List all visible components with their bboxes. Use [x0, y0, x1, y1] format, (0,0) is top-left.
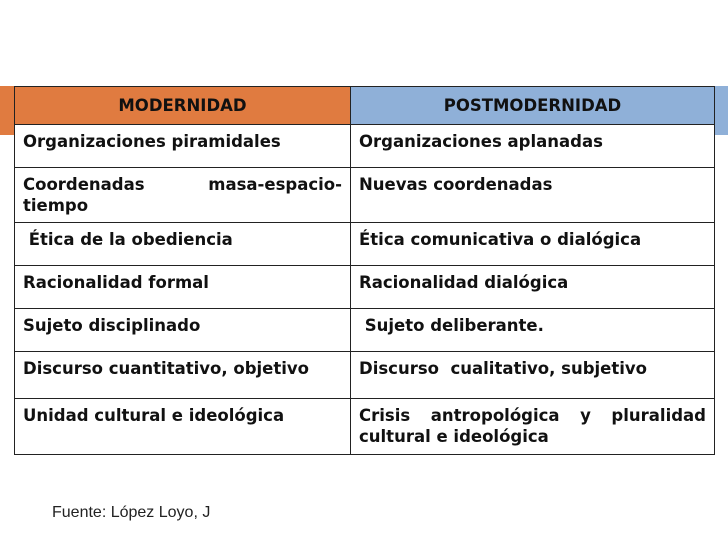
header-row [15, 87, 715, 125]
modernidad-cell [15, 168, 351, 223]
postmodernidad-cell: Ética comunicativa o dialógica [351, 223, 715, 266]
table-row [15, 223, 715, 266]
postmodernidad-cell: Sujeto deliberante. [351, 309, 715, 352]
header-postmodernidad: POSTMODERNIDAD [351, 87, 715, 125]
table-row [15, 309, 715, 352]
comparison-table [14, 86, 715, 455]
postmodernidad-cell [351, 399, 715, 455]
table-row [15, 168, 715, 223]
left-accent-bar [0, 86, 14, 135]
modernidad-cell: Discurso cuantitativo, objetivo [15, 352, 351, 399]
modernidad-cell: Unidad cultural e ideológica [15, 399, 351, 455]
header-modernidad: MODERNIDAD [15, 87, 351, 125]
source-caption: Fuente: López Loyo, J [52, 504, 211, 521]
table-row [15, 125, 715, 168]
modernidad-cell: Ética de la obediencia [15, 223, 351, 266]
modernidad-cell: Racionalidad formal [15, 266, 351, 309]
modernidad-cell: Sujeto disciplinado [15, 309, 351, 352]
table-row [15, 399, 715, 455]
postmodernidad-cell: Racionalidad dialógica [351, 266, 715, 309]
modernidad-cell: Organizaciones piramidales [15, 125, 351, 168]
postmodernidad-cell: Discurso cualitativo, subjetivo [351, 352, 715, 399]
postmodernidad-cell: Organizaciones aplanadas [351, 125, 715, 168]
postmodernidad-cell: Nuevas coordenadas [351, 168, 715, 223]
modernidad-cell-text: Coordenadas masa-espacio-tiempo [23, 175, 342, 215]
right-accent-bar [714, 86, 728, 135]
postmodernidad-cell-text: Crisis antropológica y pluralidad cultural e ideológica [359, 406, 706, 446]
table-row [15, 352, 715, 399]
table-row [15, 266, 715, 309]
